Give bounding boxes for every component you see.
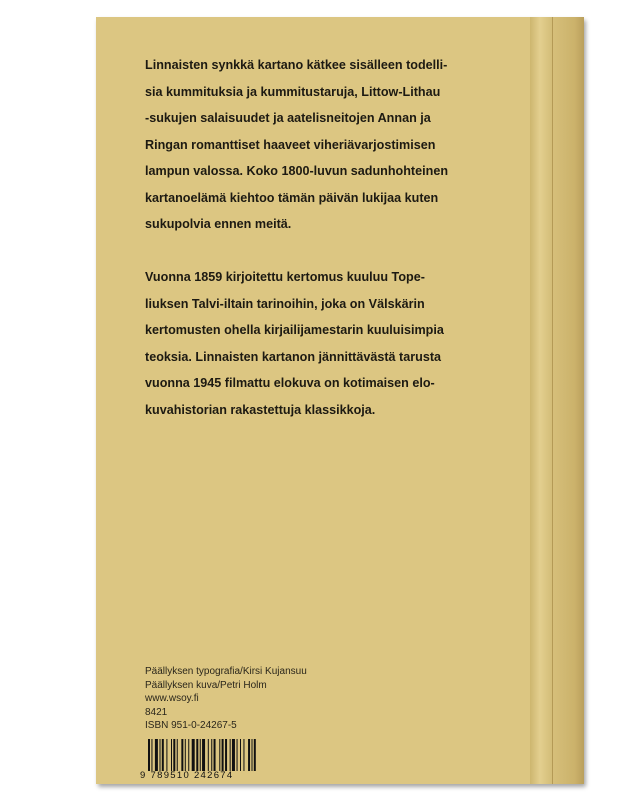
book-back-cover (96, 17, 584, 784)
barcode-bar (173, 739, 175, 771)
blurb-line: sukupolvia ennen meitä. (145, 217, 292, 231)
barcode-bar (200, 739, 201, 771)
publisher-website: www.wsoy.fi (145, 693, 199, 705)
barcode-bar (222, 739, 224, 771)
barcode-bar (219, 739, 220, 771)
barcode-bar (185, 739, 186, 771)
barcode-bar (171, 739, 172, 771)
barcode-bar (240, 739, 241, 771)
barcode-digits: 9 789510 242674 (140, 770, 234, 781)
blurb-line: kertomusten ohella kirjailijamestarin kuuluisimpia (145, 323, 444, 337)
barcode-bar (192, 739, 195, 771)
cover-image-credit: Päällyksen kuva/Petri Holm (145, 679, 267, 691)
barcode-bar (252, 739, 253, 771)
barcode-bar (230, 739, 231, 771)
barcode-bar (151, 739, 152, 771)
barcode-bar (202, 739, 205, 771)
barcode-bar (196, 739, 198, 771)
barcode-bar (148, 739, 150, 771)
blurb-line: lampun valossa. Koko 1800-luvun sadunhohteinen (145, 164, 449, 178)
blurb-line: teoksia. Linnaisten kartanon jännittävästä tarusta (145, 349, 442, 364)
cover-board (96, 17, 531, 784)
barcode-bar (162, 739, 164, 771)
barcode-bar (160, 739, 161, 771)
barcode-bar (214, 739, 216, 771)
blurb-line: sia kummituksia ja kummitustaruja, Littow-Lithau (145, 84, 441, 99)
barcode-bar (232, 739, 235, 771)
paragraph-gap (145, 238, 495, 265)
blurb-line: liuksen Talvi-iltain tarinoihin, joka on Välskärin (145, 296, 425, 311)
blurb-paragraph-1 (145, 52, 495, 238)
blurb-line: -sukujen salaisuudet ja aatelisneitojen Annan ja (145, 111, 431, 125)
barcode-bar (181, 739, 183, 771)
barcode-bar (211, 739, 212, 771)
blurb-line: Ringan romanttiset haaveet viheriävarjostimisen (145, 137, 436, 152)
blurb-line: vuonna 1945 filmattu elokuva on kotimaisen elo- (145, 376, 435, 390)
blurb-text (145, 52, 495, 423)
barcode-bar (254, 739, 256, 771)
barcode-bar (208, 739, 209, 771)
barcode-bar (243, 739, 244, 771)
spine-edge (553, 17, 584, 784)
blurb-line: Vuonna 1859 kirjoitettu kertomus kuuluu Tope- (145, 270, 425, 284)
blurb-paragraph-2 (145, 264, 495, 423)
barcode-bar (177, 739, 178, 771)
barcode-bar (225, 739, 227, 771)
blurb-line: kartanoelämä kiehtoo tämän päivän lukijaa kuten (145, 190, 439, 205)
blurb-line: Linnaisten synkkä kartano kätkee sisälleen todelli- (145, 58, 448, 72)
barcode-bar (248, 739, 250, 771)
typography-credit: Päällyksen typografia/Kirsi Kujansuu (145, 666, 307, 677)
barcode-bars (146, 739, 294, 771)
barcode-bar (155, 739, 158, 771)
spine-hinge (530, 17, 553, 784)
publication-credits (145, 665, 307, 733)
barcode-bar (166, 739, 167, 771)
barcode-bar (188, 739, 189, 771)
barcode-bar (237, 739, 238, 771)
blurb-line: kuvahistorian rakastettuja klassikkoja. (145, 402, 376, 417)
product-code: 8421 (145, 706, 168, 718)
isbn-number: ISBN 951-0-24267-5 (145, 720, 237, 732)
